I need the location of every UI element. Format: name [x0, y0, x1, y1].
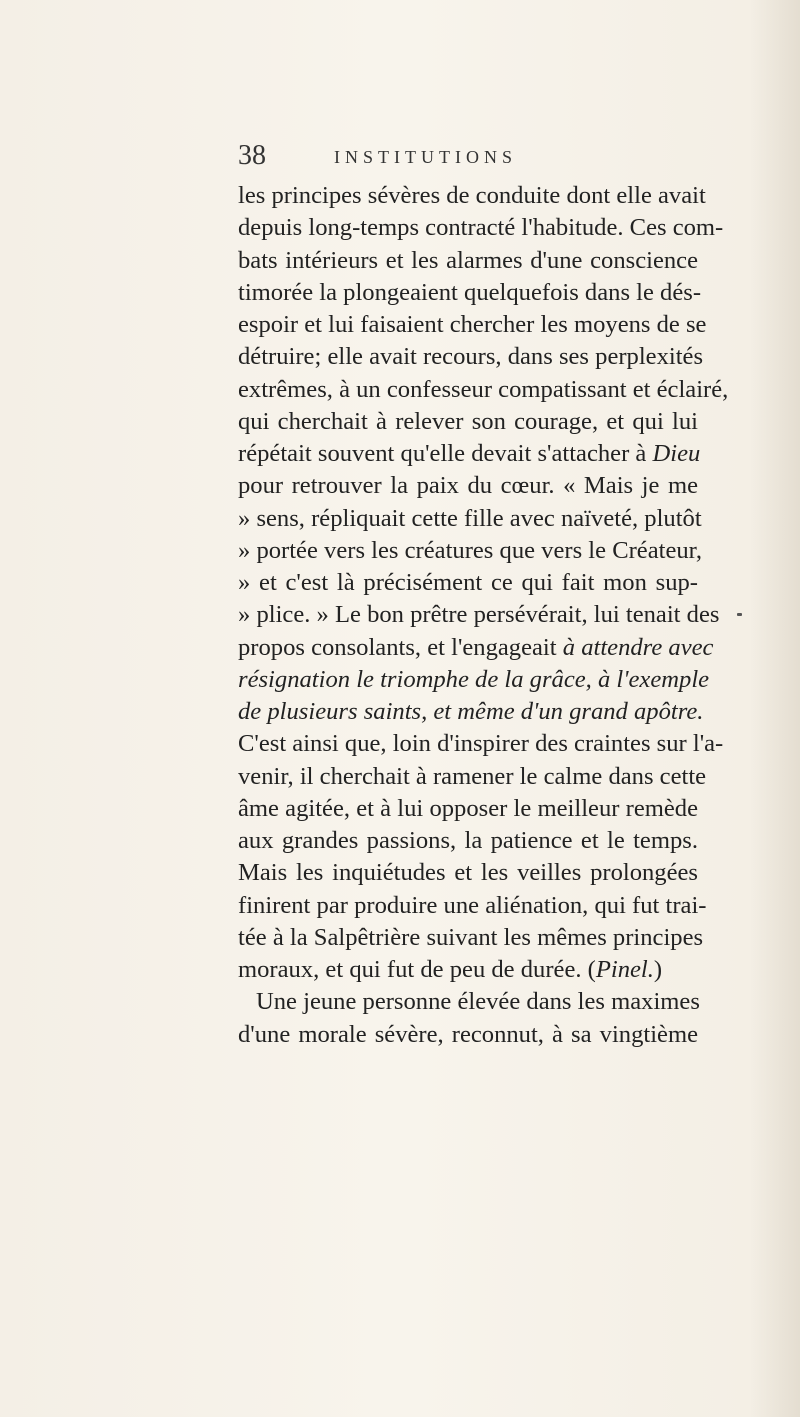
page-number: 38 [238, 140, 266, 171]
running-head: INSTITUTIONS [334, 147, 517, 167]
text-line-part: répétait souvent qu'elle devait s'attacher à [238, 440, 653, 467]
text-line: timorée la plongeaient quelquefois dans le dés- [238, 278, 702, 306]
page-edge-shadow [750, 0, 800, 1417]
italic-text: Dieu [652, 440, 701, 467]
text-line: bats intérieurs et les alarmes d'une conscience [238, 246, 698, 274]
text-line-part: moraux, et qui fut de peu de durée. ( [238, 956, 596, 983]
text-line: venir, il cherchait à ramener le calme dans cette [238, 762, 707, 790]
text-line: aux grandes passions, la patience et le temps. [238, 827, 698, 854]
text-line [238, 438, 701, 470]
italic-text: à attendre avec [562, 633, 714, 661]
text-line: âme agitée, et à lui opposer le meilleur remède [238, 794, 698, 822]
text-line: depuis long-temps contracté l'habitude. Ces com- [238, 214, 724, 242]
page-header [238, 140, 698, 180]
text-line: qui cherchait à relever son courage, et qui lui [238, 407, 698, 435]
italic-text: de plusieurs saints, et même d'un grand apôtre. [238, 698, 704, 725]
italic-text: résignation le triomphe de la grâce, à l'exemple [238, 665, 710, 693]
text-line: pour retrouver la paix du cœur. « Mais je me [238, 472, 698, 500]
text-line: extrêmes, à un confesseur compatissant et éclairé, [238, 375, 729, 403]
text-line [238, 696, 704, 728]
text-line: » sens, répliquait cette fille avec naïveté, plutôt [238, 504, 702, 532]
body-text [238, 180, 729, 1051]
text-line: Une jeune personne élevée dans les maximes [256, 988, 700, 1016]
text-line: » et c'est là précisément ce qui fait mon sup- [238, 569, 698, 596]
text-line: détruire; elle avait recours, dans ses perplexités [238, 343, 704, 371]
text-line: les principes sévères de conduite dont elle avait [238, 182, 706, 209]
text-line: C'est ainsi que, loin d'inspirer des craintes sur l'a- [238, 730, 724, 758]
margin-mark [737, 613, 742, 616]
text-line: espoir et lui faisaient chercher les moyens de se [238, 311, 707, 338]
text-line: finirent par produire une aliénation, qui fut trai- [238, 891, 707, 919]
text-line-part: propos consolants, et l'engageait [238, 633, 563, 661]
text-line: » portée vers les créatures que vers le Créateur, [238, 536, 703, 564]
text-line [238, 664, 710, 696]
text-line [238, 954, 698, 986]
text-line [238, 632, 714, 664]
italic-text: Pinel. [595, 956, 654, 983]
text-line: » plice. » Le bon prêtre persévérait, lui tenait des [238, 601, 720, 629]
text-line: tée à la Salpêtrière suivant les mêmes principes [238, 923, 704, 951]
text-line: Mais les inquiétudes et les veilles prolongées [238, 859, 698, 887]
text-line-part: ) [653, 956, 663, 983]
text-line: d'une morale sévère, reconnut, à sa vingtième [238, 1020, 698, 1048]
